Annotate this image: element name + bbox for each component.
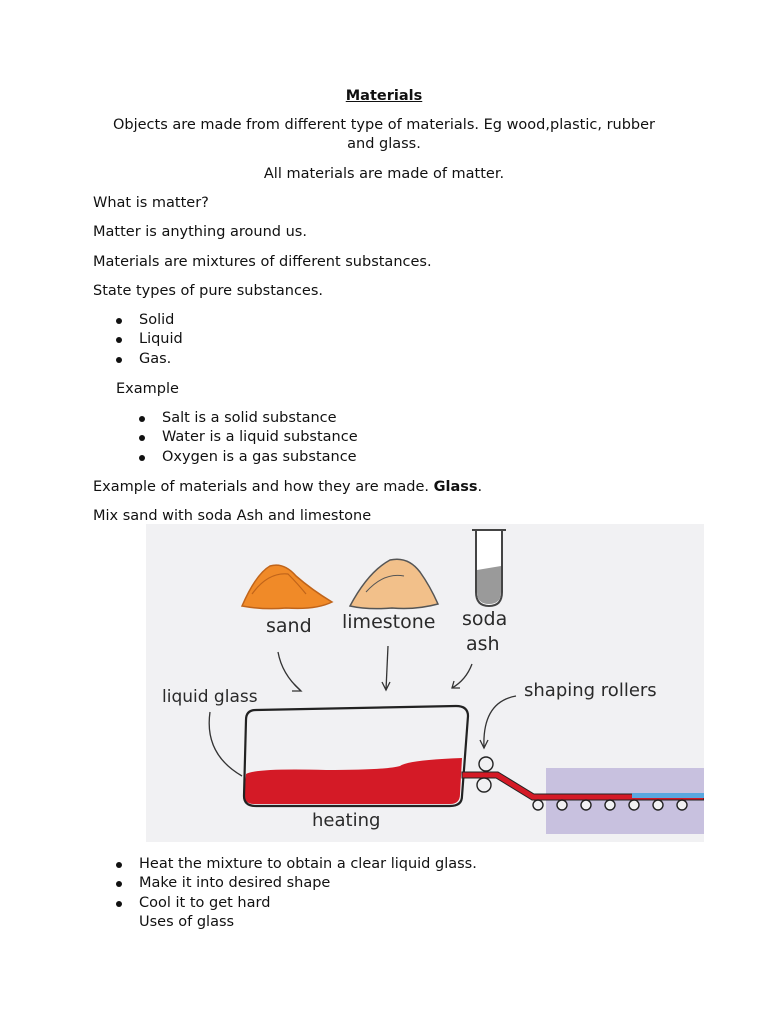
list-item: Make it into desired shape [139,875,331,891]
rollers-arrow-icon [484,696,516,748]
sand-arrow-icon [278,652,300,690]
list-item: Oxygen is a gas substance [162,449,357,465]
bullet-dot [116,881,122,887]
list-item: Salt is a solid substance [162,410,337,426]
bullet-dot [116,901,122,907]
mix-instruction: Mix sand with soda Ash and limestone [93,508,372,524]
list-item: Liquid [139,331,183,347]
page-title: Materials [345,88,423,104]
bullet-dot [139,455,145,461]
matter-statement: All materials are made of matter. [263,166,505,182]
list-item: Water is a liquid substance [162,429,358,445]
list-item: Cool it to get hard [139,895,271,911]
liquid-glass-pointer-icon [209,712,242,776]
furnace-tank-icon [244,706,468,806]
limestone-label: limestone [342,611,436,633]
shaping-rollers-label: shaping rollers [524,680,657,701]
soda-arrow-icon [452,664,472,688]
bullet-dot [116,357,122,363]
bullet-dot [116,318,122,324]
bullet-dot [116,337,122,343]
limestone-arrow-icon [386,646,388,690]
soda-label: soda [462,608,508,630]
mixtures-statement: Materials are mixtures of different substances. [93,254,432,270]
materials-example-suffix: . [477,479,483,495]
glass-making-diagram [146,524,704,842]
intro-line-2: and glass. [347,136,421,152]
materials-example-glass: Glass [433,479,478,495]
uses-of-glass-line: Uses of glass [139,914,235,930]
materials-example-line [93,478,482,497]
example-heading: Example [116,381,179,397]
list-item: Gas. [139,351,172,367]
materials-example-prefix: Example of materials and how they are made. [93,479,434,495]
bullet-dot [139,435,145,441]
ash-label: ash [466,633,500,655]
bullet-dot [116,862,122,868]
sand-pile-icon [242,565,332,609]
bullet-dot [139,416,145,422]
list-item: Solid [139,312,175,328]
matter-answer: Matter is anything around us. [93,224,307,240]
state-types-question: State types of pure substances. [93,283,324,299]
list-item: Heat the mixture to obtain a clear liquid glass. [139,856,477,872]
sand-label: sand [266,615,312,637]
liquid-glass-label: liquid glass [162,687,258,707]
intro-line-1: Objects are made from different type of materials. Eg wood,plastic, rubber [112,117,656,133]
test-tube-icon [472,530,506,606]
glass-diagram-svg [146,524,704,842]
matter-question: What is matter? [93,195,209,211]
limestone-pile-icon [350,559,438,608]
heating-label: heating [312,810,381,831]
